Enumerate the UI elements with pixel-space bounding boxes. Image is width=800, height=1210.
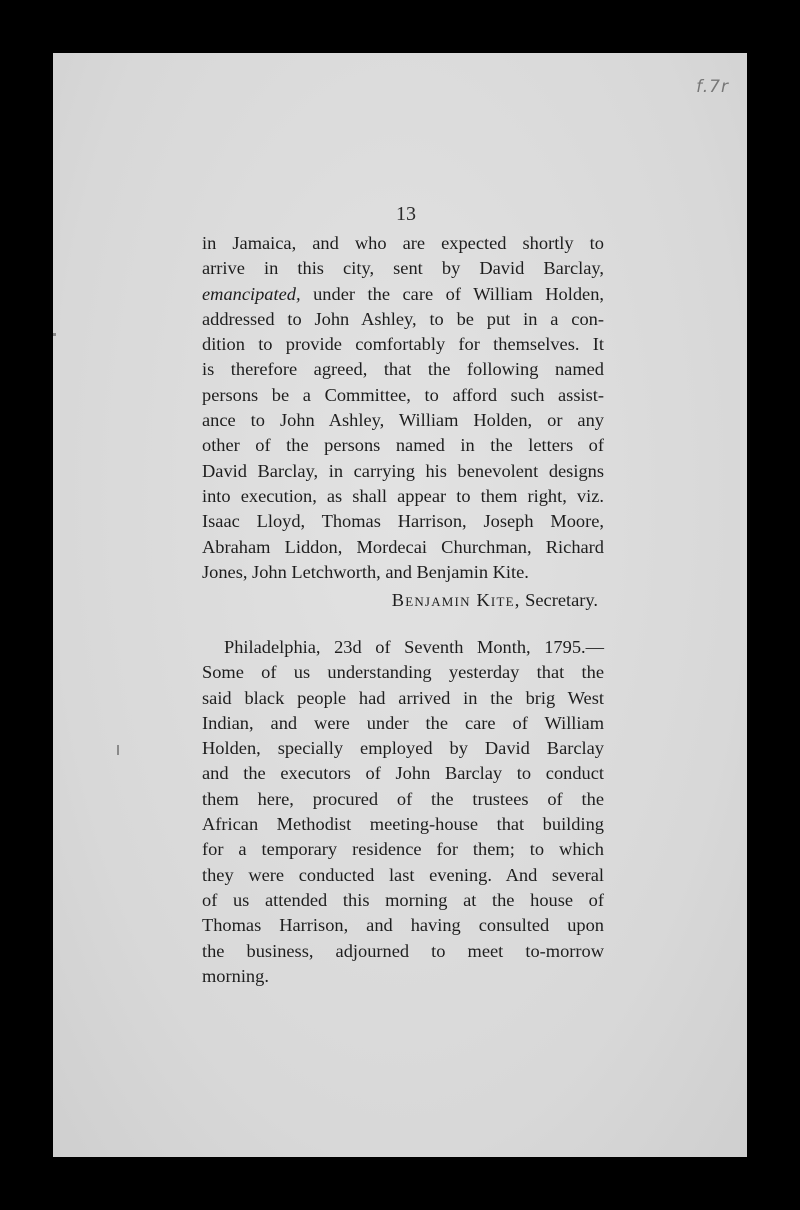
signature-line [392,588,598,613]
text-line: them here, procured of the trustees of the [202,788,604,809]
text-line: said black people had arrived in the brig West [202,687,604,708]
text-line: and the executors of John Barclay to conduct [202,763,604,784]
text-line: addressed to John Ashley, to be put in a con- [202,308,604,329]
text-line: African Methodist meeting-house that building [202,814,604,835]
text-line: arrive in this city, sent by David Barclay, [202,258,604,279]
text-line: in Jamaica, and who are expected shortly to [202,233,604,253]
text-line: of us attended this morning at the house of [202,889,604,910]
paragraph-committee [202,231,604,585]
margin-speck [117,745,119,755]
text-line: they were conducted last evening. And several [202,864,604,885]
text-line [202,282,604,307]
text-line: for a temporary residence for them; to which [202,839,604,860]
text-line: Holden, specially employed by David Barclay [202,738,604,759]
text-line: Indian, and were under the care of William [202,712,604,733]
text-line: other of the persons named in the letters of [202,435,604,456]
text-line: the business, adjourned to meet to-morrow [202,940,604,961]
text-line: Abraham Liddon, Mordecai Churchman, Richard [202,536,604,557]
paragraph-minutes [202,635,604,989]
text-line: David Barclay, in carrying his benevolent designs [202,460,604,481]
emphasis-emancipated: emancipated, [202,283,301,304]
text-line: Isaac Lloyd, Thomas Harrison, Joseph Moore, [202,511,604,532]
text-line: Jones, John Letchworth, and Benjamin Kite. [202,561,529,582]
text-line: Thomas Harrison, and having consulted upon [202,915,604,936]
text-line: ance to John Ashley, William Holden, or any [202,410,604,431]
folio-annotation: f.7r [696,77,729,97]
document-page [53,53,747,1157]
text-line: Philadelphia, 23d of Seventh Month, 1795.— [224,637,604,657]
text-fragment: under the care of William Holden, [313,283,604,304]
text-line: Some of us understanding yesterday that the [202,662,604,683]
text-line: morning. [202,965,269,986]
text-line: into execution, as shall appear to them right, viz. [202,485,604,506]
text-line: is therefore agreed, that the following named [202,359,604,380]
text-line: dition to provide comfortably for themselves. It [202,334,604,355]
margin-speck [53,333,56,336]
page-number: 13 [396,203,416,225]
text-line: persons be a Committee, to afford such assist- [202,384,604,405]
signature-title: Secretary. [525,590,598,610]
signature-name: Benjamin Kite, [391,590,521,610]
